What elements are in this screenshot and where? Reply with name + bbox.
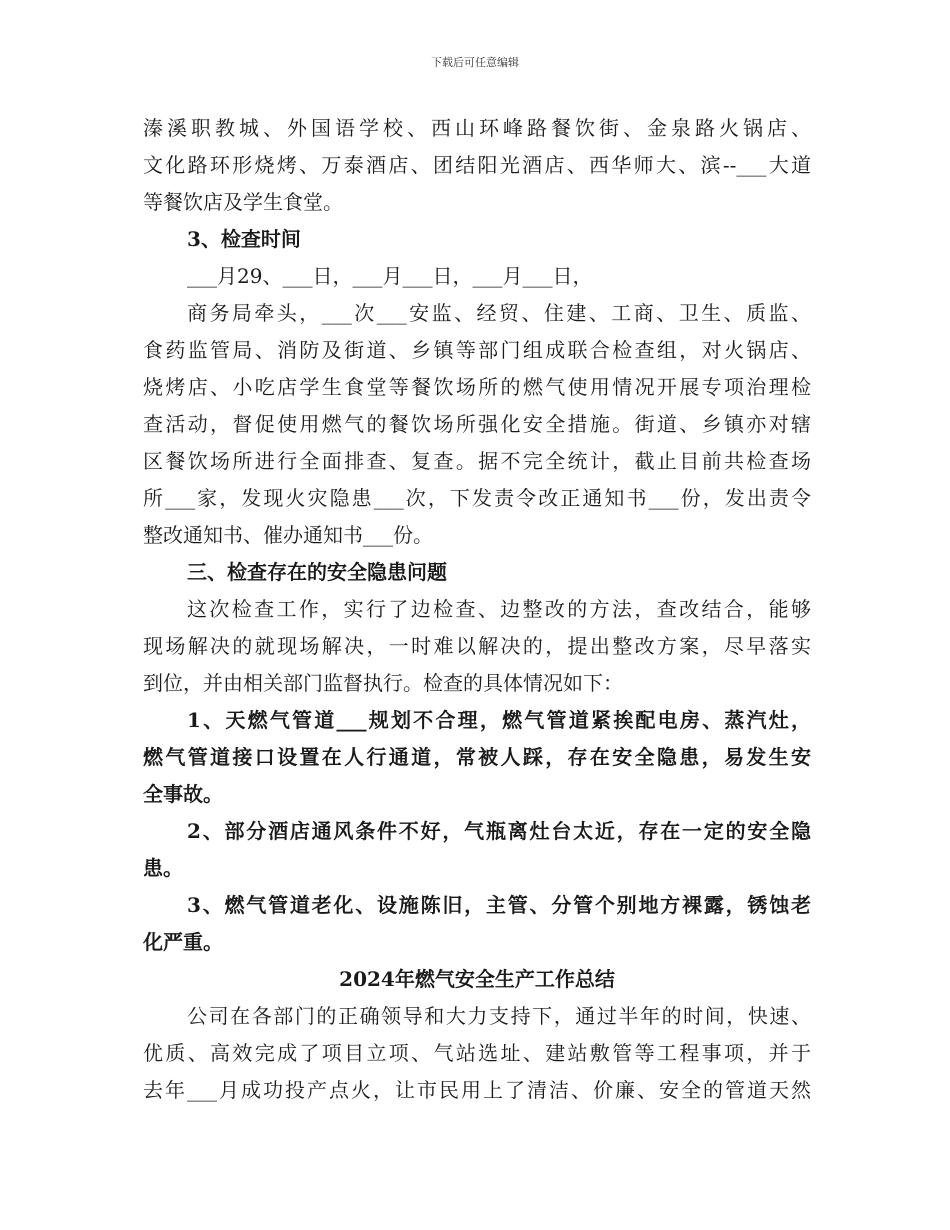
paragraph-line: 这次检查工作，实行了边检查、边整改的方法，查改结合，能够 xyxy=(187,597,811,621)
paragraph-line: ___月29、___日，___月___日，___月___日， xyxy=(187,264,593,288)
paragraph-line: 优质、高效完成了项目立项、气站选址、建站敷管等工程事项，并于 xyxy=(143,1041,811,1065)
paragraph-line: 整改通知书、催办通知书___份。 xyxy=(143,523,433,547)
paragraph-line-bold: 3、燃气管道老化、设施陈旧，主管、分管个别地方裸露，锈蚀老 xyxy=(187,893,811,917)
paragraph-line: 去年___月成功投产点火，让市民用上了清洁、价廉、安全的管道天然 xyxy=(143,1078,811,1102)
paragraph-line: 查活动，督促使用燃气的餐饮场所强化安全措施。街道、乡镇亦对辖 xyxy=(143,412,811,436)
paragraph-line: 商务局牵头，___次___安监、经贸、住建、工商、卫生、质监、 xyxy=(187,301,811,325)
page-header: 下载后可任意编辑 xyxy=(431,56,519,69)
paragraph-line-bold: 2、部分酒店通风条件不好，气瓶离灶台太近，存在一定的安全隐 xyxy=(187,819,811,843)
paragraph-line-bold: 化严重。 xyxy=(143,930,223,954)
paragraph-line: 所___家，发现火灾隐患___次，下发责令改正通知书___份，发出责令 xyxy=(143,486,811,510)
section-heading: 三、检查存在的安全隐患问题 xyxy=(187,560,447,584)
document-body xyxy=(143,110,811,1109)
paragraph-line: 烧烤店、小吃店学生食堂等餐饮场所的燃气使用情况开展专项治理检 xyxy=(143,375,811,399)
paragraph-line: 食药监管局、消防及街道、乡镇等部门组成联合检查组，对火锅店、 xyxy=(143,338,811,362)
paragraph-line: 等餐饮店及学生食堂。 xyxy=(143,190,343,214)
paragraph-line-bold: 患。 xyxy=(143,856,183,880)
paragraph-line-bold: 全事故。 xyxy=(143,782,223,806)
paragraph-line-bold: 1、天燃气管道___规划不合理，燃气管道紧挨配电房、蒸汽灶， xyxy=(187,708,811,732)
document-title: 2024年燃气安全生产工作总结 xyxy=(339,967,615,991)
paragraph-line-bold: 燃气管道接口设置在人行通道，常被人踩，存在安全隐患，易发生安 xyxy=(143,745,811,769)
paragraph-line: 溱溪职教城、外国语学校、西山环峰路餐饮街、金泉路火锅店、 xyxy=(143,116,811,140)
section-heading: 3、检查时间 xyxy=(187,227,301,251)
paragraph-line: 到位，并由相关部门监督执行。检查的具体情况如下： xyxy=(143,671,623,695)
paragraph-line: 现场解决的就现场解决，一时难以解决的，提出整改方案，尽早落实 xyxy=(143,634,811,658)
paragraph-line: 区餐饮场所进行全面排查、复查。据不完全统计，截止目前共检查场 xyxy=(143,449,811,473)
paragraph-line: 公司在各部门的正确领导和大力支持下，通过半年的时间，快速、 xyxy=(187,1004,811,1028)
paragraph-line: 文化路环形烧烤、万泰酒店、团结阳光酒店、西华师大、滨--___大道 xyxy=(143,153,811,177)
